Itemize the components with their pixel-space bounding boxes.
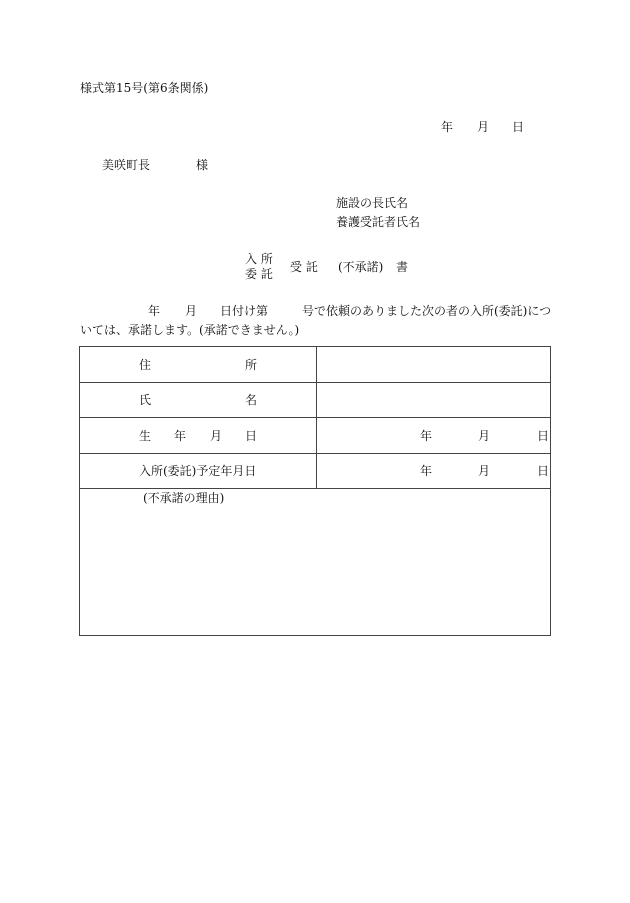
scheduled-label: 入所(委託)予定年月日 (139, 464, 257, 478)
body-line1: 号で依頼のありました次の者の入所(委託)につ (302, 304, 552, 318)
addressee-name: 美咲町長 (102, 158, 151, 172)
form-number: 様式第15号(第6条関係) (80, 81, 209, 95)
title-paren: (不承諾) (338, 260, 384, 274)
body-day-ref: 日付け第 (220, 304, 269, 318)
scheduled-month: 月 (478, 464, 491, 478)
divider (80, 488, 550, 489)
date-year: 年 (441, 120, 454, 134)
divider (316, 347, 317, 489)
date-month: 月 (477, 120, 490, 134)
body-month: 月 (185, 304, 198, 318)
reason-label: (不承諾の理由) (143, 491, 225, 505)
sender-foster-parent: 養護受託者氏名 (336, 215, 421, 229)
date-day: 日 (512, 120, 525, 134)
address-label-a: 住 (139, 358, 152, 372)
birth-label-4: 日 (245, 429, 258, 443)
sender-facility-head: 施設の長氏名 (336, 196, 409, 210)
birth-label-2: 年 (174, 429, 187, 443)
divider (80, 417, 550, 418)
scheduled-day: 日 (537, 464, 550, 478)
details-table (79, 346, 551, 636)
title-stack-bottom: 委 託 (245, 267, 273, 281)
birth-day: 日 (537, 429, 550, 443)
birth-label-3: 月 (210, 429, 223, 443)
divider (80, 382, 550, 383)
address-label-b: 所 (245, 358, 258, 372)
birth-year: 年 (420, 429, 433, 443)
name-label-a: 氏 (139, 393, 152, 407)
body-line2: いては、承諾します。(承諾できません。) (80, 323, 300, 337)
title-stack-top: 入 所 (245, 252, 273, 266)
body-year: 年 (148, 304, 161, 318)
addressee-honorific: 様 (196, 158, 209, 172)
title-end: 書 (396, 260, 409, 274)
birth-label-1: 生 (139, 429, 152, 443)
name-label-b: 名 (245, 393, 258, 407)
divider (80, 453, 550, 454)
birth-month: 月 (478, 429, 491, 443)
title-main: 受 託 (290, 260, 318, 274)
scheduled-year: 年 (420, 464, 433, 478)
